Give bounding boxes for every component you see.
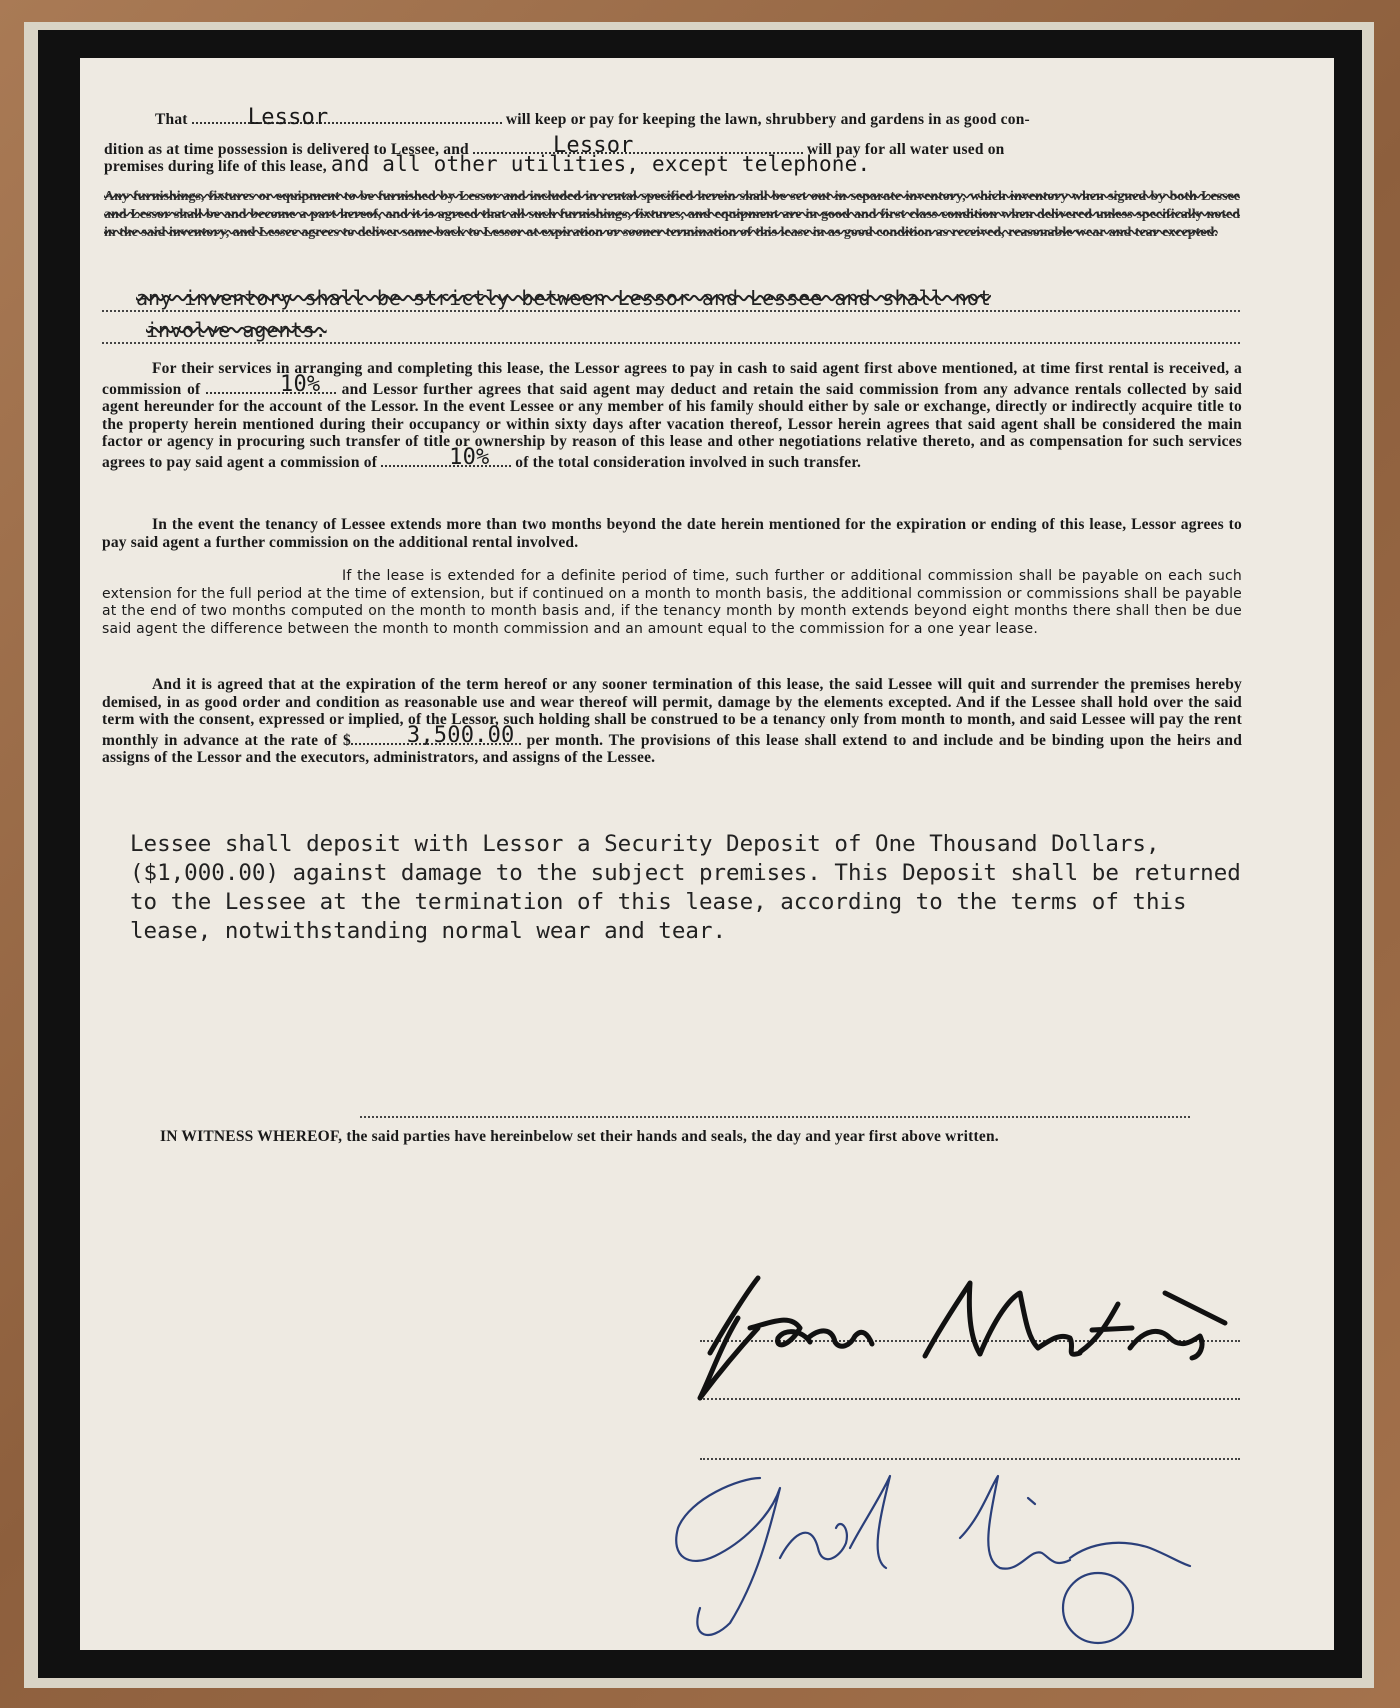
second-party-signature (650, 1458, 1250, 1648)
furnishings-clause-struck: Any furnishings, fixtures or equipment to be furnished by Lessor and included in rental specified herein shall be set out in separate inventory, which inventory when signed by both Lessee and Lessor shall be and become a part hereof, and it is agreed that all such furnishings, fixtures, and equipment are in good and first class condition when delivered unless specifically noted in the said inventory, and Lessee agrees to deliver same back to Lessor at expiration or sooner termination of this lease in as good condition as received, reasonable wear and tear excepted. (104, 189, 1240, 240)
witness-clause: IN WITNESS WHEREOF, the said parties have hereinbelow set their hands and seals, the day and year first above written. (160, 1128, 999, 1145)
lessor-clause-line3: premises during life of this lease, and all other utilities, except telephone. (104, 152, 871, 176)
transfer-commission-blank: 10% (381, 451, 511, 467)
extension-period-clause: If the lease is extended for a definite period of time, such further or additional commission shall be payable on each such extension for the full period at the time of extension, but if continued on a month to month basis, the additional commission or commissions shall be payable at the end of two months computed on the month to month basis and, if the tenancy month by month extends beyond eight months there shall then be due said agent the difference between the month to month commission and an amount equal to the commission for a one year lease. (102, 568, 1242, 637)
tenancy-extension-clause: In the event the tenancy of Lessee extends more than two months beyond the date herein mentioned for the expiration or ending of this lease, Lessor agrees to pay said agent a further commission on the additional rental involved. (102, 516, 1242, 551)
inventory-typed-line1: any inventory shall be strictly between Lessor and Lessee and shall not (136, 286, 991, 310)
security-deposit-typed: Lessee shall deposit with Lessor a Security Deposit of One Thousand Dollars, ($1,000.00) against damage to the subject premises. This Deposit shall be returned to the Lessee at the termination of this lease, according to the terms of this lease, notwithstanding normal wear and tear. (130, 831, 1241, 944)
rent-blank: 3,500.00 (351, 729, 521, 745)
inventory-typed-line2: involve agents. (146, 318, 327, 342)
expiration-clause: And it is agreed that at the expiration of the term hereof or any sooner termination of this lease, the said Lessee will quit and surrender the premises hereby demised, in as good order and condition as reasonable use and wear thereof will permit, damage by the elements excepted. And if the Lessee shall hold over the said term with the consent, expressed or implied, of the Lessor, such holding shall be construed to be a tenancy only from month to month, and said Lessee will pay the rent monthly in advance at the rate of $ 3,500.00 per month. The provisions of this lease shall extend to and include and be binding upon the heirs and assigns of the Lessor and the executors, administrators, and assigns of the Lessee. (102, 676, 1243, 766)
dotted-rule (102, 342, 1240, 344)
dotted-rule (360, 1116, 1190, 1118)
commission-rate-blank: 10% (206, 378, 336, 394)
lessor-clause-line1: That Lessor will keep or pay for keeping the lawn, shrubbery and gardens in as good con- (155, 104, 1030, 130)
water-party-blank: Lessor (473, 138, 803, 154)
commission-clause: For their services in arranging and completing this lease, the Lessor agrees to pay in cash to said agent first above mentioned, at time first rental is received, a commission of 10% and Lessor further agrees that said agent may deduct and retain the said commission from any advance rentals collected by said agent hereunder for the account of the Lessor. In the event Lessee or any member of his family should either by sale or exchange, directly or indirectly acquire title to the property herein mentioned during their occupancy or within sixty days after vacation thereof, Lessor herein agrees that said agent shall be considered the main factor or agency in procuring such transfer of title or ownership by reason of this lease and other negotiations relative thereto, and as compensation for such services agrees to pay said agent a commission of 10% of the total consideration involved in such transfer. (102, 360, 1243, 471)
lessor-blank: Lessor (192, 108, 502, 124)
dean-martin-signature (640, 1258, 1260, 1418)
dotted-rule (102, 310, 1240, 312)
lessor-clause-line2: dition as at time possession is delivered to Lessee, and Lessor will pay for all water used on (104, 132, 1005, 158)
lease-document-page (80, 58, 1334, 1650)
